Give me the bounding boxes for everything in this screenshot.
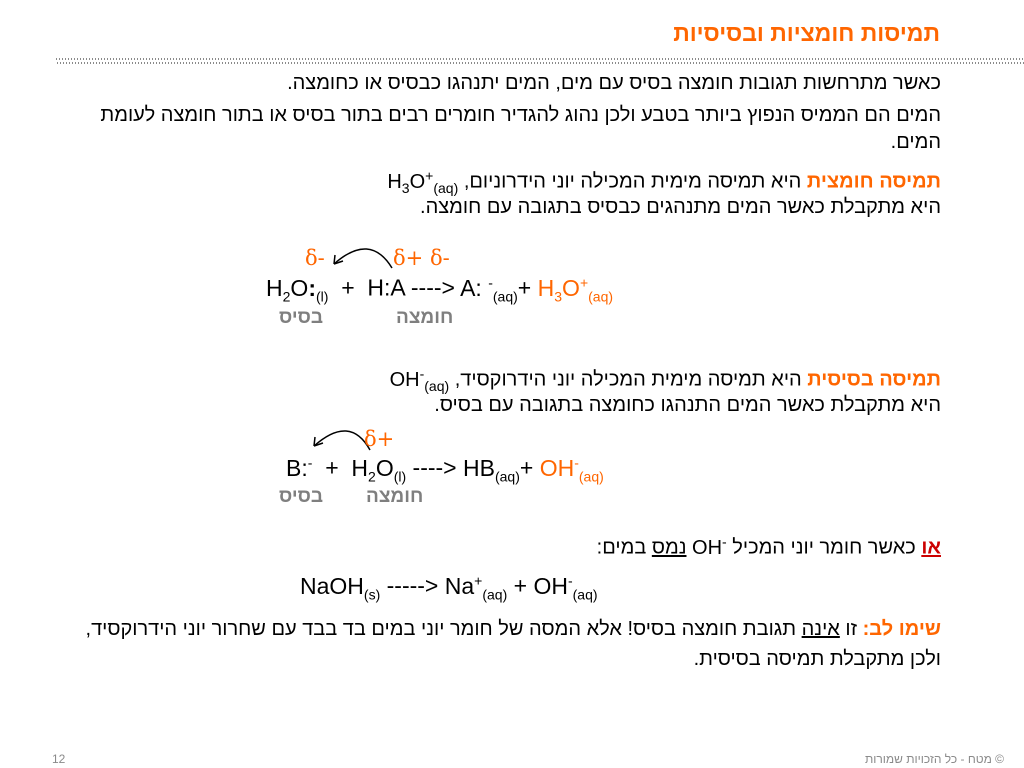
- acidic-term: תמיסה חומצית: [806, 170, 941, 193]
- note-paragraph: [71, 614, 941, 674]
- hydronium-formula: $H_3O^+_{(aq)}$: [387, 167, 459, 196]
- plus-sign: +: [513, 572, 528, 599]
- or-dissolve-line: [71, 528, 941, 562]
- page-number: 12: [52, 752, 66, 766]
- hydroxide-ion: OH-: [692, 533, 727, 559]
- naoh-reactant: NaOH$_{(s)}$: [300, 572, 381, 603]
- delta-minus-o: δ-: [305, 246, 325, 270]
- reaction-arrow: ---->: [410, 274, 455, 301]
- water-acid-reactant: $H_2O_{(l)}$: [351, 454, 407, 485]
- soluble-word: נמס: [651, 536, 687, 559]
- hydronium-product: $H_3O^+_{(aq)}$: [537, 274, 614, 305]
- or-text-2: במים:: [596, 536, 647, 559]
- reaction-arrow: ----->: [386, 572, 439, 599]
- label-base-2: בסיס: [279, 486, 324, 507]
- acidic-line-2: היא מתקבלת כאשר המים מתנהגים כבסיס בתגובה עם חומצה.: [420, 196, 941, 218]
- copyright: © מטח - כל הזכויות שמורות: [864, 752, 1004, 766]
- note-emphasis: אינה: [801, 618, 840, 640]
- or-text-1: כאשר חומר יוני המכיל: [732, 536, 916, 559]
- plus-sign: +: [517, 274, 532, 301]
- or-emphasis: או: [921, 536, 941, 559]
- plus-sign: +: [341, 274, 355, 301]
- reaction-1: [266, 274, 613, 304]
- reaction-arrow: ---->: [412, 454, 457, 481]
- acidic-definition-text: היא תמיסה מימית המכילה יוני הידרוניום,: [463, 170, 802, 193]
- note-text-1: זו: [845, 618, 858, 640]
- water-reactant: $H_2O:_{(l)}$: [266, 274, 329, 305]
- hb-product: $HB_{(aq)}$: [463, 454, 520, 485]
- note-text-2: תגובת חומצה בסיס! אלא המסה של חומר יוני במים בד בבד עם שחרור יוני הידרוקסיד, ולכן מתקבלת תמיסה בסיסית.: [85, 618, 941, 670]
- reaction-3: [300, 572, 598, 602]
- delta-plus-h2: δ+: [364, 427, 395, 451]
- hydroxide-formula: $OH^-_{(aq)}$: [389, 365, 450, 394]
- plus-sign: +: [325, 454, 339, 481]
- title-divider: [56, 58, 1024, 64]
- label-base-1: בסיס: [279, 307, 324, 328]
- intro-line-1: כאשר מתרחשות תגובות חומצה בסיס עם מים, המים יתנהגו כבסיס או כחומצה.: [287, 72, 941, 94]
- plus-sign: +: [519, 454, 534, 481]
- delta-plus-h: δ+: [393, 246, 424, 270]
- sodium-product: $Na^+_{(aq)}$: [444, 572, 508, 603]
- hydroxide-product: $OH^-_{(aq)}$: [539, 454, 604, 485]
- base-reactant: B:-: [286, 454, 313, 481]
- slide-title: תמיסות חומציות ובסיסיות: [673, 20, 940, 46]
- basic-term: תמיסה בסיסית: [807, 368, 941, 391]
- note-label: שימו לב:: [862, 618, 941, 640]
- anion-product: A: -$_{(aq)}$: [460, 274, 518, 305]
- hydroxide-product-3: $OH^-_{(aq)}$: [533, 572, 598, 603]
- basic-line-2: היא מתקבלת כאשר המים התנהגו כחומצה בתגובה עם בסיס.: [434, 394, 941, 416]
- label-acid-1: חומצה: [396, 307, 454, 328]
- delta-minus-a: δ-: [430, 246, 450, 270]
- acid-reactant: H:A: [367, 274, 405, 301]
- label-acid-2: חומצה: [366, 486, 424, 507]
- basic-definition-text: היא תמיסה מימית המכילה יוני הידרוקסיד,: [454, 368, 802, 391]
- reaction-2: [286, 454, 604, 484]
- intro-line-2: המים הם הממיס הנפוץ ביותר בטבע ולכן נהוג להגדיר חומרים רבים בתור בסיס או בתור חומצה לעומת המים.: [100, 104, 941, 153]
